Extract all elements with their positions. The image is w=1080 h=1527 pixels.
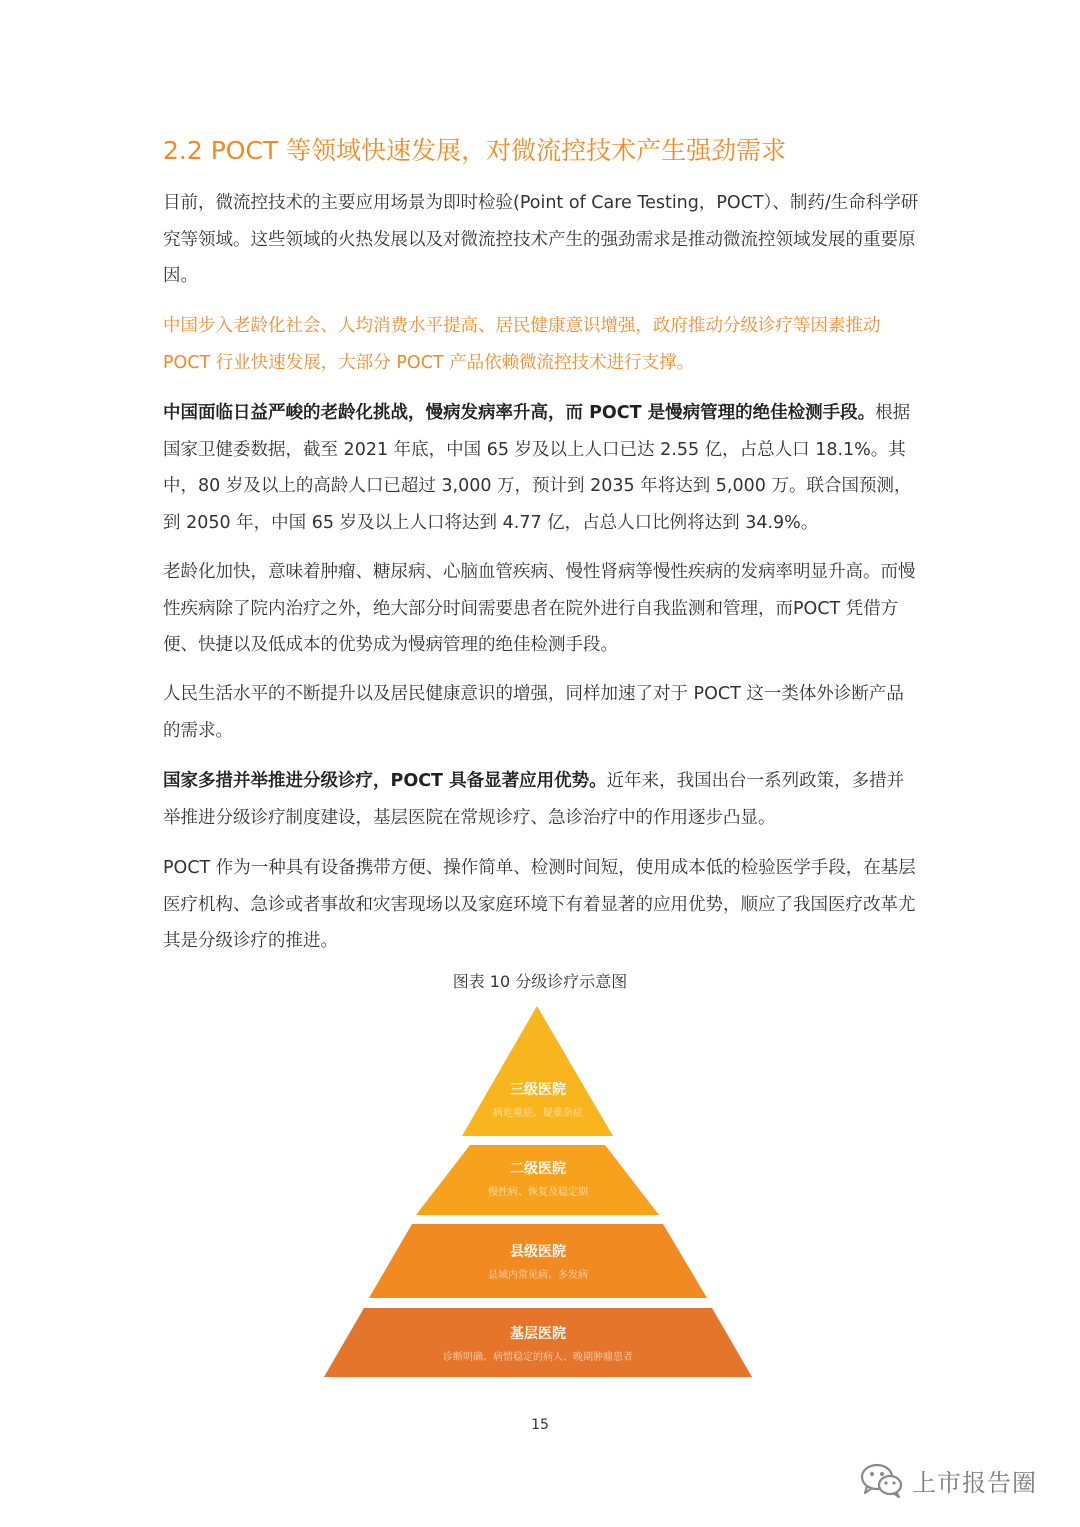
pyramid-tier-shape — [416, 1145, 659, 1215]
pyramid-tier-top — [462, 1006, 613, 1136]
pyramid-tier-third — [369, 1224, 707, 1298]
pyramid-tier-subtitle: 病危重症、疑难杂症 — [493, 1108, 583, 1119]
paragraph-living-standard: 人民生活水平的不断提升以及居民健康意识的增强，同样加速了对于 POCT 这一类体外诊断产品的需求。 — [163, 684, 904, 741]
pyramid-tier-second — [416, 1145, 659, 1215]
paragraph-chronic-disease: 老龄化加快，意味着肿瘤、糖尿病、心脑血管疾病、慢性肾病等慢性疾病的发病率明显升高。而慢性疾病除了院内治疗之外，绝大部分时间需要患者在院外进行自我监测和管理，而POCT 凭借方便、快捷以及低成本的优势成为慢病管理的绝佳检测手段。 — [163, 562, 916, 655]
wechat-icon — [858, 1460, 906, 1500]
pyramid-tier-title: 二级医院 — [510, 1161, 566, 1177]
paragraph-aging-body: 根据国家卫健委数据，截至 2021 年底，中国 65 岁及以上人口已达 2.55 亿，占总人口 18.1%。其中，80 岁及以上的高龄人口已超过 3,000 万，预计到 2035 年将达到 5,000 万。联合国预测，到 2050 年，中国 65 岁及以上人口将达到 4.77 亿，占总人口比例将达到 34.9%。 — [163, 403, 912, 533]
pyramid-tier-title: 县级医院 — [510, 1244, 566, 1260]
pyramid-tier-title: 基层医院 — [510, 1326, 566, 1342]
paragraph-poct-advantage: POCT 作为一种具有设备携带方便、操作简单、检测时间短，使用成本低的检验医学手段，在基层医疗机构、急诊或者事故和灾害现场以及家庭环境下有着显著的应用优势，顺应了我国医疗改革尤其是分级诊疗的推进。 — [163, 858, 916, 951]
pyramid-tier-base — [324, 1308, 752, 1377]
watermark-text: 上市报告圈 — [912, 1468, 1037, 1497]
section-heading: 2.2 POCT 等领域快速发展，对微流控技术产生强劲需求 — [163, 136, 787, 165]
pyramid-tier-subtitle: 诊断明确、病情稳定的病人、晚期肿瘤患者 — [443, 1352, 633, 1363]
paragraph-tiered-care-lead: 国家多措并举推进分级诊疗，POCT 具备显著应用优势。 — [163, 771, 607, 791]
paragraph-tiered-care-body: 近年来，我国出台一系列政策，多措并举推进分级诊疗制度建设，基层医院在常规诊疗、急诊治疗中的作用逐步凸显。 — [163, 771, 905, 828]
pyramid-tier-shape — [324, 1308, 752, 1377]
page-number: 15 — [531, 1417, 549, 1433]
figure-caption: 图表 10 分级诊疗示意图 — [452, 972, 628, 991]
paragraph-aging-lead: 中国面临日益严峻的老龄化挑战，慢病发病率升高，而 POCT 是慢病管理的绝佳检测手段。 — [163, 403, 876, 423]
pyramid-tier-subtitle: 慢性病、恢复及稳定期 — [488, 1187, 588, 1198]
pyramid-tier-title: 三级医院 — [510, 1082, 566, 1098]
paragraph-highlight: 中国步入老龄化社会、人均消费水平提高、居民健康意识增强，政府推动分级诊疗等因素推动 POCT 行业快速发展，大部分 POCT 产品依赖微流控技术进行支撑。 — [163, 316, 881, 373]
watermark — [858, 1460, 1037, 1500]
pyramid-tier-subtitle: 县域内常见病、多发病 — [488, 1270, 588, 1281]
pyramid-tier-shape — [369, 1224, 707, 1298]
paragraph-intro: 目前，微流控技术的主要应用场景为即时检验(Point of Care Testing，POCT）、制药/生命科学研究等领域。这些领域的火热发展以及对微流控技术产生的强劲需求是推动微流控领域发展的重要原因。 — [163, 193, 919, 286]
